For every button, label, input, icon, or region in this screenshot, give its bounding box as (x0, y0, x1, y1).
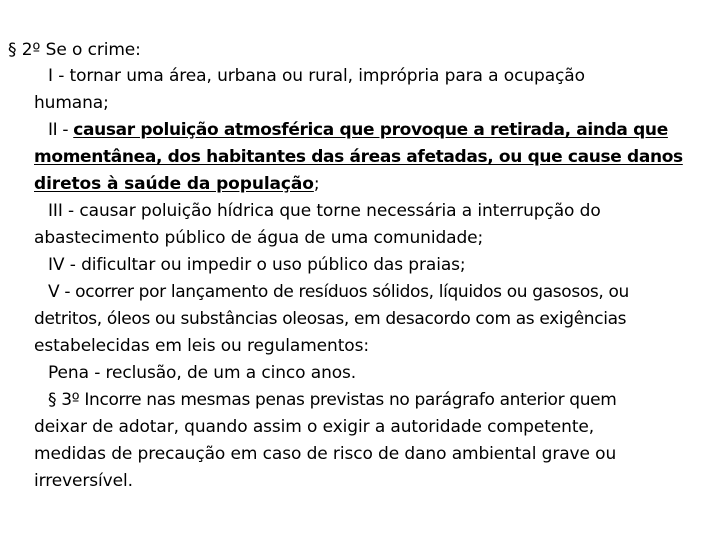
item-v-line-3: estabelecidas em leis ou regulamentos: (34, 336, 369, 356)
paragraph-3-line-1: § 3º Incorre nas mesmas penas previstas no parágrafo anterior quem (48, 390, 617, 410)
item-v-line-2: detritos, óleos ou substâncias oleosas, em desacordo com as exigências (34, 309, 627, 329)
item-i-line-2: humana; (34, 93, 109, 113)
item-ii-line-2 (34, 146, 683, 168)
item-iii-line-1: III - causar poluição hídrica que torne necessária a interrupção do (48, 201, 601, 221)
item-i-line-1: I - tornar uma área, urbana ou rural, imprópria para a ocupação (48, 66, 585, 86)
item-v-line-1: V - ocorrer por lançamento de resíduos sólidos, líquidos ou gasosos, ou (48, 282, 629, 302)
item-ii-emphasis-1: causar poluição atmosférica que provoque a retirada, ainda que (73, 120, 668, 140)
item-ii-end: ; (313, 174, 320, 194)
paragraph-2-heading: § 2º Se o crime: (8, 40, 141, 60)
paragraph-3-line-4: irreversível. (34, 471, 133, 491)
item-iii-line-2: abastecimento público de água de uma comunidade; (34, 228, 484, 248)
item-ii-emphasis-2: momentânea, dos habitantes das áreas afetadas, ou que cause danos (34, 147, 683, 167)
paragraph-3-line-3: medidas de precaução em caso de risco de dano ambiental grave ou (34, 444, 617, 464)
item-ii-prefix: II - (48, 120, 74, 140)
item-ii-line-1 (48, 119, 668, 141)
item-ii-emphasis-3: diretos à saúde da população (34, 174, 314, 194)
item-ii-line-3 (34, 173, 320, 195)
paragraph-3-line-2: deixar de adotar, quando assim o exigir a autoridade competente, (34, 417, 595, 437)
item-iv-line-1: IV - dificultar ou impedir o uso público das praias; (48, 255, 466, 275)
penalty-line: Pena - reclusão, de um a cinco anos. (48, 363, 357, 383)
